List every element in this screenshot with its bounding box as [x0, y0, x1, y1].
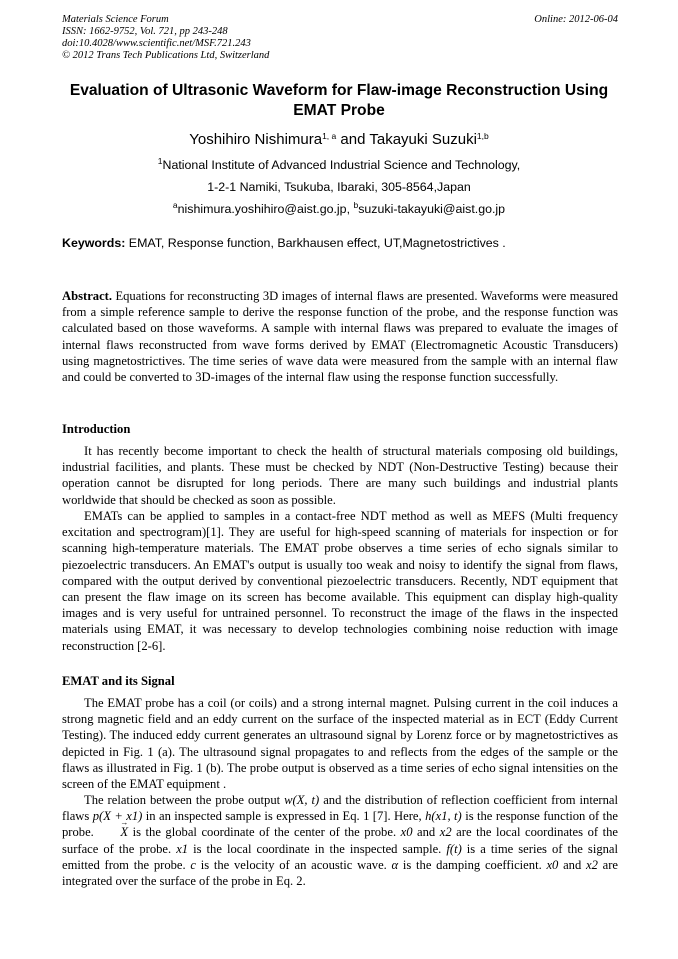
- text-span: is the local coordinate in the inspected sample.: [188, 841, 447, 856]
- journal-header: [62, 14, 618, 62]
- symbol-x2: x2: [439, 825, 452, 840]
- abstract-label: Abstract.: [62, 289, 113, 303]
- introduction-heading: Introduction: [62, 422, 131, 436]
- doi[interactable]: doi:10.4028/www.scientific.net/MSF.721.243: [62, 38, 251, 49]
- text-span: are the local coordinates of the surface of the probe.: [62, 825, 618, 856]
- symbol-x0-b: x0: [546, 857, 559, 872]
- text-span: is the global coordinate of the center of the probe.: [128, 825, 401, 840]
- symbol-x1: x1: [176, 841, 189, 856]
- author-1-affiliation: 1, a: [322, 131, 337, 141]
- abstract-text: Equations for reconstructing 3D images of internal flaws are presented. Waveforms were measured from a simple reference sample to derive the response function of the probe, and the response function was calculated based on those waveforms. A sample with internal flaws was prepared to evaluate the images of internal flaws reconstructed from wave forms derived by EMAT (Electromagnetic Acoustic Transducers) using magnetostrictives. The time series of wave data were measured from the sample with an internal flaw and could be converted to 3D-images of the internal flaw using the response function successfully.: [62, 289, 618, 385]
- symbol-f: f(t): [446, 841, 462, 856]
- author-1: Yoshihiro Nishimura: [189, 131, 323, 148]
- symbol-x2-b: x2: [586, 857, 598, 872]
- equation-p: p(X + x1): [92, 809, 143, 824]
- journal-name: Materials Science Forum: [62, 14, 169, 25]
- text-span: is a time series of the signal emitted from the probe.: [62, 841, 619, 872]
- text-span: The relation between the probe output: [84, 793, 285, 807]
- copyright: © 2012 Trans Tech Publications Ltd, Switzerland: [62, 50, 270, 61]
- author-2-affiliation: 1,b: [476, 131, 489, 141]
- emat-paragraph-2: [62, 792, 618, 889]
- emat-paragraph-1: The EMAT probe has a coil (or coils) and a strong internal magnet. Pulsing current in the coil induces a strong magnetic field and an eddy current on the surface of the inspected material as in ECT (Eddy Current Testing). The induced eddy current generates an ultrasound signal by Lorenz force or by magnetostrictives as depicted in Fig. 1 (a). The ultrasound signal propagates to and reflects from the edges of the sample or the flaws as illustrated in Fig. 1 (b). The probe output is observed as a time series of echo signal intensities on the screen of the EMAT equipment .: [62, 696, 618, 792]
- keywords: [62, 236, 506, 250]
- text-span: in an inspected sample is expressed in Eq. 1 [7]. Here,: [142, 809, 426, 824]
- text-span: are integrated over the surface of the probe in Eq. 2.: [62, 857, 618, 889]
- abstract: [62, 288, 618, 385]
- affiliation-sup: 1: [157, 156, 163, 166]
- affiliation-line-1: [0, 158, 678, 172]
- text-span: is the response function of the probe.: [62, 809, 619, 840]
- text-span: is the damping coefficient.: [398, 857, 547, 872]
- text-span: and: [558, 857, 586, 872]
- keywords-text: EMAT, Response function, Barkhausen effect, UT,Magnetostrictives .: [125, 236, 506, 250]
- symbol-x0: x0: [400, 825, 413, 840]
- email-a[interactable]: nishimura.yoshihiro@aist.go.jp,: [177, 202, 354, 216]
- introduction-paragraph-2: EMATs can be applied to samples in a contact-free NDT method as well as MEFS (Multi frequency excitation and spectrogram)[1]. They are useful for high-speed scanning of materials for inspection or for scanning high-temperature materials. The EMAT probe observes a time series of echo signals similar to piezoelectric transducers. An EMAT's output is usually too weak and noisy to identify the signal from flaws, compared with the output derived by conventional piezoelectric transducers. Recently, NDT equipment that can present the flaw image on its screen has become available. This equipment can display high-quality images and is very useful for untrained personnel. To reconstruct the image of the flaws in the inspected materials using EMAT, it was necessary to develop technologies combining noise reduction with image reconstruction [2-6].: [62, 509, 618, 653]
- email-b[interactable]: suzuki-takayuki@aist.go.jp: [358, 202, 506, 216]
- text-span: and: [412, 825, 440, 840]
- author-joiner: and: [336, 131, 370, 148]
- email-a-sup: a: [172, 200, 178, 210]
- symbol-alpha: α: [391, 857, 399, 872]
- email-b-sup: b: [353, 200, 359, 210]
- online-date: Online: 2012-06-04: [534, 14, 618, 25]
- text-span: is the velocity of an acoustic wave.: [195, 857, 392, 872]
- author-line: [0, 131, 678, 148]
- paper-title: Evaluation of Ultrasonic Waveform for Flaw-image Reconstruction Using EMAT Probe: [69, 82, 609, 119]
- emat-heading: EMAT and its Signal: [62, 674, 175, 688]
- author-2: Takayuki Suzuki: [369, 131, 477, 148]
- keywords-label: Keywords:: [62, 236, 126, 250]
- symbol-X: → X: [98, 824, 128, 840]
- affiliation-institute: National Institute of Advanced Industrial Science and Technology,: [162, 158, 521, 172]
- issn: ISSN: 1662-9752, Vol. 721, pp 243-248: [62, 26, 228, 37]
- equation-h: h(x1, t): [425, 809, 462, 824]
- symbol-c: c: [190, 857, 196, 872]
- introduction-paragraph-1: It has recently become important to check the health of structural materials composing old buildings, industrial facilities, and plants. These must be checked by NDT (Non-Destructive Testing) because their operation cannot be disrupted for long periods. There are many such buildings and industrial plants worldwide that should be checked as soon as possible.: [62, 444, 618, 507]
- affiliation-emails: [0, 202, 678, 216]
- equation-w: w(X, t): [284, 793, 320, 807]
- text-span: and the distribution of reflection coefficient from internal flaws: [62, 793, 618, 824]
- affiliation-address: 1-2-1 Namiki, Tsukuba, Ibaraki, 305-8564,Japan: [207, 180, 471, 194]
